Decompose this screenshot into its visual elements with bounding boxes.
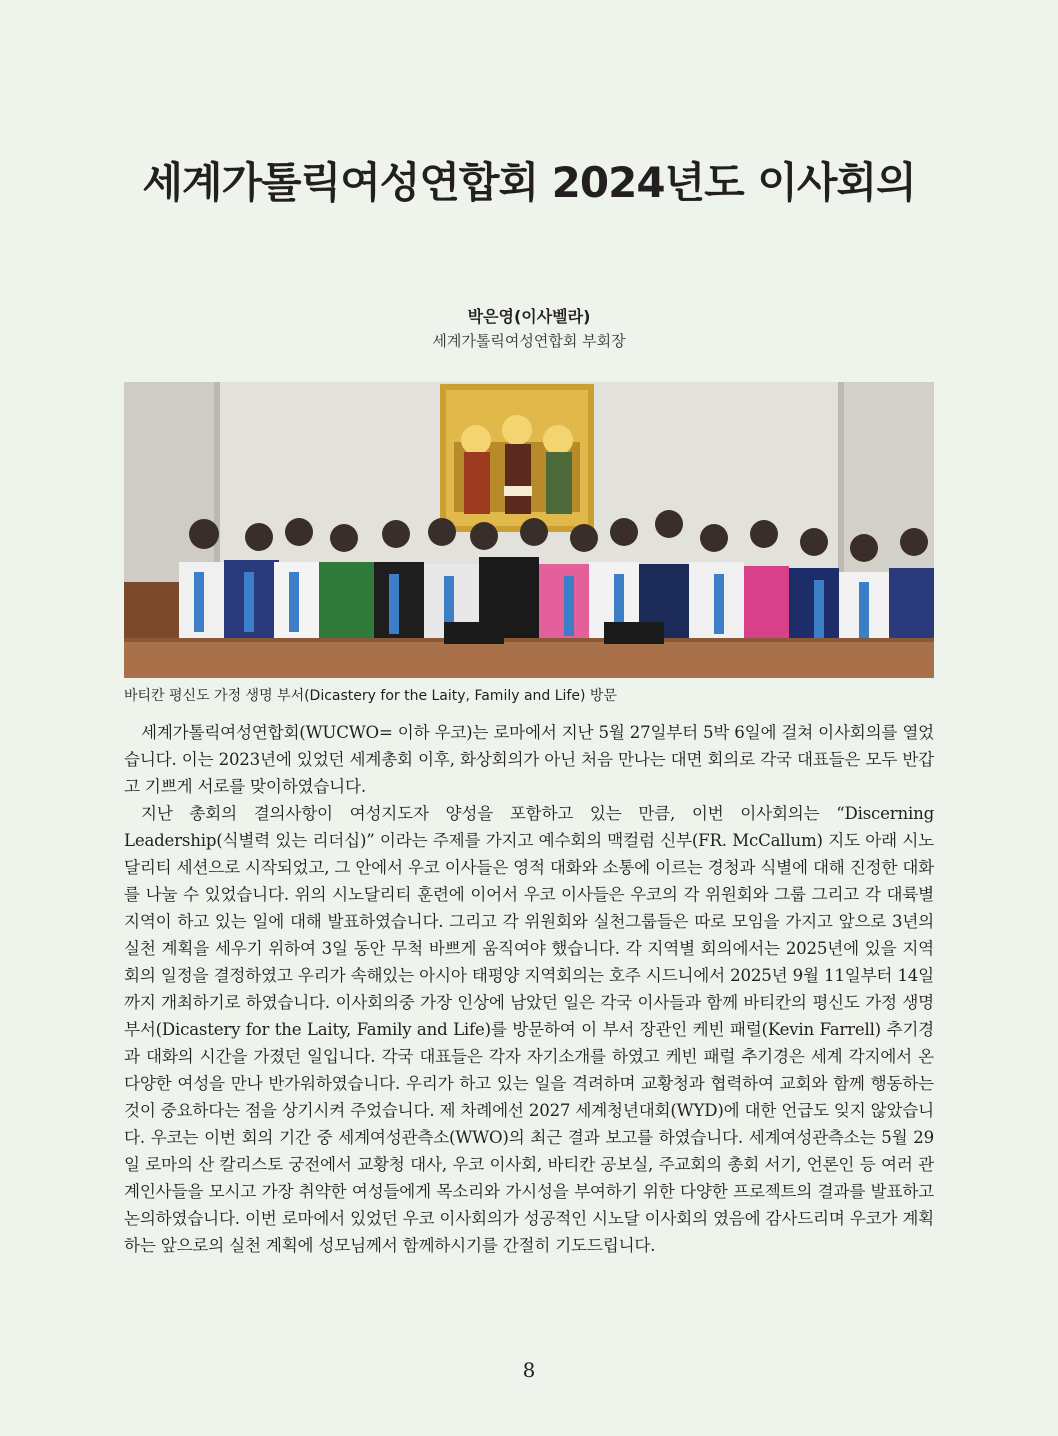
group-photo-illustration (124, 382, 934, 678)
paragraph: 지난 총회의 결의사항이 여성지도자 양성을 포함하고 있는 만큼, 이번 이사회의는 “Discerning Leadership(식별력 있는 리더십)” 이라는 주제를 가지고 예수회의 맥컬럼 신부(FR. McCallum) 지도 아래 시노달리티 세션으로 시작되었고, 그 안에서 우코 이사들은 영적 대화와 소통에 이르는 경청과 식별에 대해 진정한 대화를 나눌 수 있었습니다. 위의 시노달리티 훈련에 이어서 우코 이사들은 우코의 각 위원회와 그룹 그리고 각 대륙별 지역이 하고 있는 일에 대해 발표하였습니다. 그리고 각 위원회와 실천그룹들은 따로 모임을 가지고 앞으로 3년의 실천 계획을 세우기 위하여 3일 동안 무척 바쁘게 움직여야 했습니다. 각 지역별 회의에서는 2025년에 있을 지역회의 일정을 결정하였고 우리가 속해있는 아시아 태평양 지역회의는 호주 시드니에서 2025년 9월 11일부터 14일까지 개최하기로 하였습니다. 이사회의중 가장 인상에 남았던 일은 각국 이사들과 함께 바티칸의 평신도 가정 생명 부서(Dicastery for the Laity, Family and Life)를 방문하여 이 부서 장관인 케빈 패럴(Kevin Farrell) 추기경과 대화의 시간을 가졌던 일입니다. 각국 대표들은 각자 자기소개를 하였고 케빈 패럴 추기경은 세계 각지에서 온 다양한 여성을 만나 반가워하였습니다. 우리가 하고 있는 일을 격려하며 교황청과 협력하여 교회와 함께 행동하는 것이 중요하다는 점을 상기시켜 주었습니다. 제 차례에선 2027 세계청년대회(WYD)에 대한 언급도 잊지 않았습니다. 우코는 이번 회의 기간 중 세계여성관측소(WWO)의 최근 결과 보고를 하였습니다. 세계여성관측소는 5월 29일 로마의 산 칼리스토 궁전에서 교황청 대사, 우코 이사회, 바티칸 공보실, 주교회의 총회 서기, 언론인 등 여러 관계인사들을 모시고 가장 취약한 여성들에게 목소리와 가시성을 부여하기 위한 다양한 프로젝트의 결과를 발표하고 논의하였습니다. 이번 로마에서 있었던 우코 이사회의가 성공적인 시노달 이사회의 였음에 감사드리며 우코가 계획하는 앞으로의 실천 계획에 성모님께서 함께하시기를 간절히 기도드립니다. (124, 804, 934, 1255)
author-affiliation: 세계가톨릭여성연합회 부회장 (432, 332, 626, 350)
photo-caption: 바티칸 평신도 가정 생명 부서(Dicastery for the Laity, Family and Life) 방문 (124, 688, 617, 704)
article-body (124, 719, 934, 1259)
group-photo (124, 382, 934, 678)
paragraph: 세계가톨릭여성연합회(WUCWO= 이하 우코)는 로마에서 지난 5월 27일부터 5박 6일에 걸쳐 이사회의를 열었습니다. 이는 2023년에 있었던 세계총회 이후, 화상회의가 아닌 처음 만나는 대면 회의로 각국 대표들은 모두 반갑고 기쁘게 서로를 맞이하였습니다. (124, 723, 934, 796)
author-name: 박은영(이사벨라) (467, 307, 591, 326)
article-title: 세계가톨릭여성연합회 2024년도 이사회의 (142, 158, 916, 207)
page-number: 8 (522, 1358, 536, 1382)
